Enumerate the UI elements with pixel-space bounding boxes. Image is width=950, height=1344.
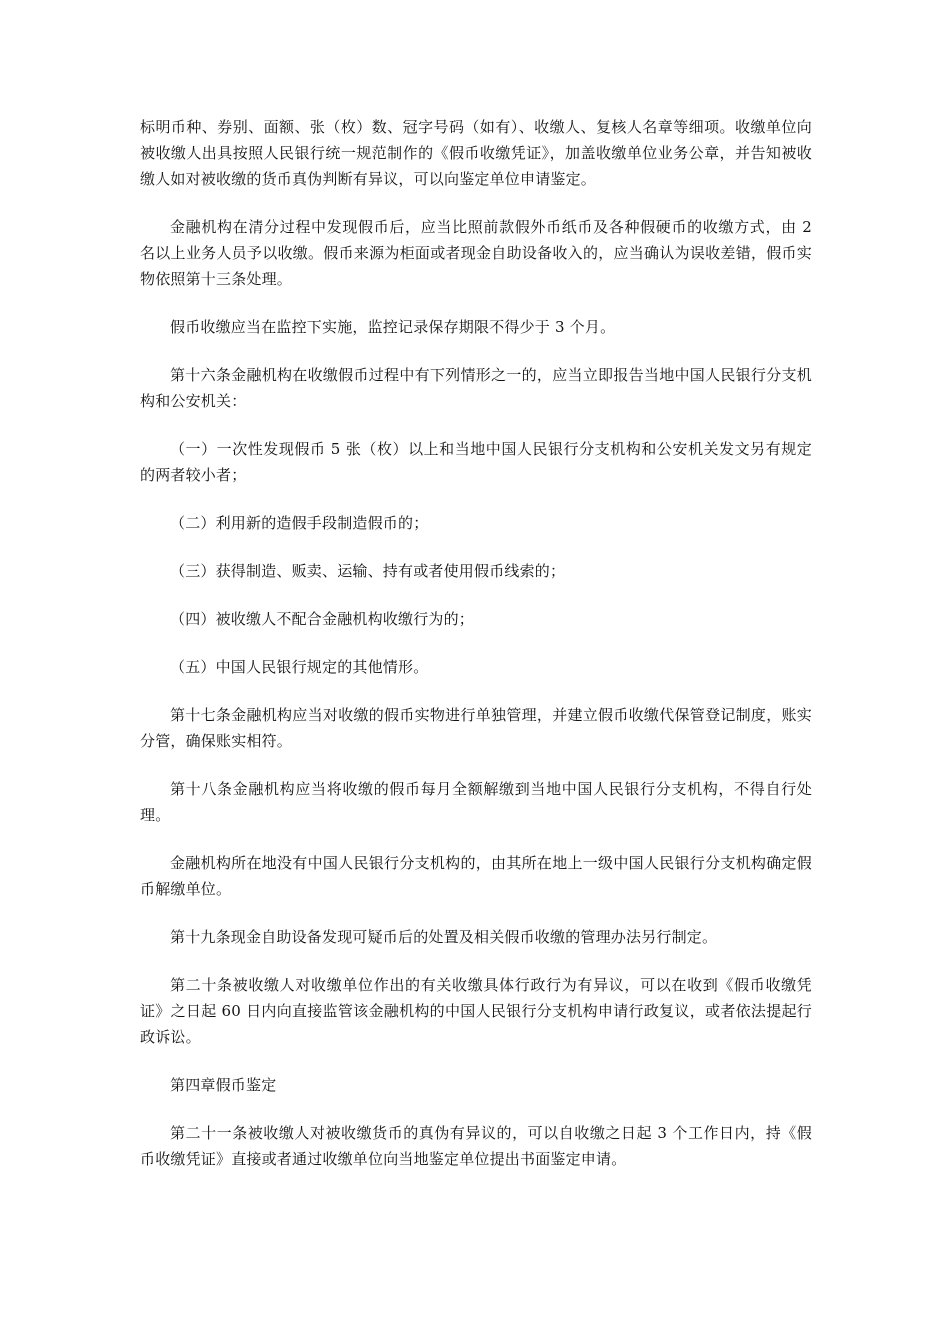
article-16-item-4: （四）被收缴人不配合金融机构收缴行为的； [170, 610, 475, 628]
article-16-item-5: （五）中国人民银行规定的其他情形。 [170, 658, 429, 676]
article-16-item-3: （三）获得制造、贩卖、运输、持有或者使用假币线索的； [170, 562, 566, 580]
paragraph-1: 标明币种、券别、面额、张（枚）数、冠字号码（如有）、收缴人、复核人名章等细项。收缴单位向被收缴人出具按照人民银行统一规范制作的《假币收缴凭证》，加盖收缴单位业务公章，并告知被收缴人如对被收缴的货币真伪判断有异议，可以向鉴定单位申请鉴定。 [140, 118, 812, 188]
article-17: 第十七条金融机构应当对收缴的假币实物进行单独管理，并建立假币收缴代保管登记制度，账实分管，确保账实相符。 [140, 706, 812, 750]
chapter-4-heading: 第四章假币鉴定 [170, 1076, 277, 1094]
article-16: 第十六条金融机构在收缴假币过程中有下列情形之一的，应当立即报告当地中国人民银行分支机构和公安机关： [140, 366, 812, 410]
article-20: 第二十条被收缴人对收缴单位作出的有关收缴具体行政行为有异议，可以在收到《假币收缴凭证》之日起 60 日内向直接监管该金融机构的中国人民银行分支机构申请行政复议，或者依法提起行政诉讼。 [140, 976, 812, 1046]
article-21: 第二十一条被收缴人对被收缴货币的真伪有异议的，可以自收缴之日起 3 个工作日内，持《假币收缴凭证》直接或者通过收缴单位向当地鉴定单位提出书面鉴定申请。 [140, 1124, 812, 1168]
article-16-item-2: （二）利用新的造假手段制造假币的； [170, 514, 429, 532]
document-page [140, 114, 812, 1194]
article-19: 第十九条现金自助设备发现可疑币后的处置及相关假币收缴的管理办法另行制定。 [170, 928, 718, 946]
article-18-paragraph-2: 金融机构所在地没有中国人民银行分支机构的，由其所在地上一级中国人民银行分支机构确定假币解缴单位。 [140, 854, 812, 898]
article-18: 第十八条金融机构应当将收缴的假币每月全额解缴到当地中国人民银行分支机构，不得自行处理。 [140, 780, 812, 824]
paragraph-3: 假币收缴应当在监控下实施，监控记录保存期限不得少于 3 个月。 [170, 318, 616, 336]
paragraph-2: 金融机构在清分过程中发现假币后，应当比照前款假外币纸币及各种假硬币的收缴方式，由 2 名以上业务人员予以收缴。假币来源为柜面或者现金自助设备收入的，应当确认为误收差错，假币实物依照第十三条处理。 [140, 218, 812, 288]
article-16-item-1: （一）一次性发现假币 5 张（枚）以上和当地中国人民银行分支机构和公安机关发文另有规定的两者较小者； [140, 440, 812, 484]
